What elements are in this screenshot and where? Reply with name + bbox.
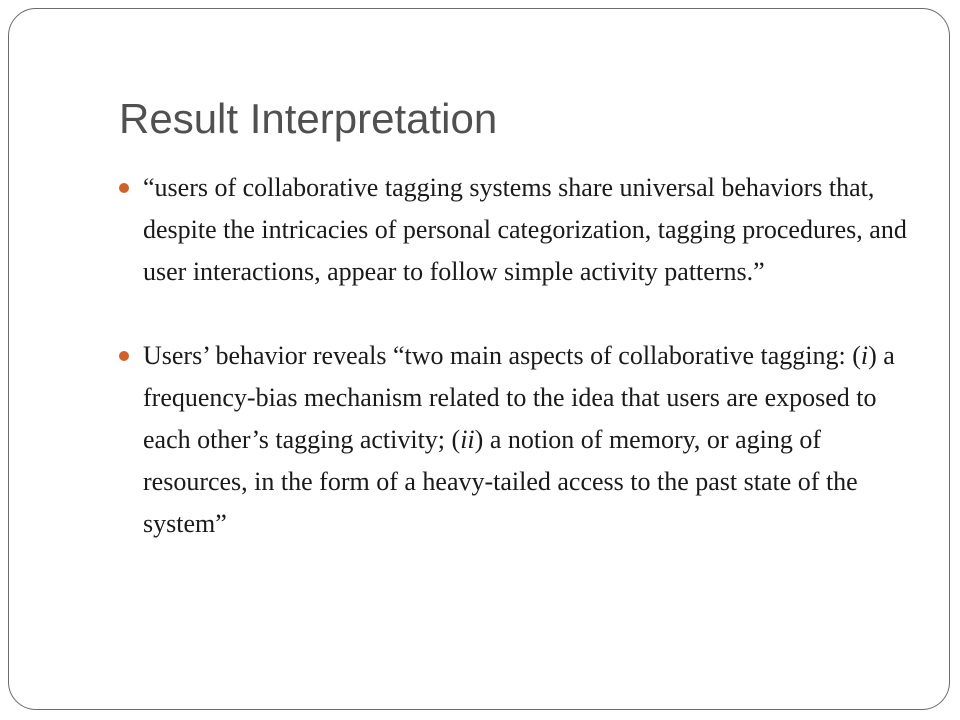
bullet-dot-icon <box>119 183 129 193</box>
bullet-item-2 <box>119 335 919 545</box>
bullet-item-1 <box>119 167 919 293</box>
bullet-text-2-italic-ii: ii <box>460 425 475 454</box>
bullet-text-2-italic-i: i <box>860 341 869 370</box>
slide-title: Result Interpretation <box>119 95 498 142</box>
bullet-dot-icon <box>119 351 129 361</box>
bullet-list <box>119 167 919 545</box>
slide-frame <box>8 8 950 710</box>
bullet-text-2-part1: Users’ behavior reveals “two main aspects of collaborative tagging: ( <box>143 341 861 370</box>
bullet-text-1: “users of collaborative tagging systems share universal behaviors that, despite the intricacies of personal categorization, tagging procedures, and user interactions, appear to follow simple activity patterns.” <box>143 173 907 286</box>
bullet-text-2-part3: ) a notion of memory, or aging of resources, in the form of a heavy-tailed access to the past state of the system” <box>143 425 858 538</box>
bullet-text-2-part2: ) a frequency-bias mechanism related to the idea that users are exposed to each other’s tagging activity; ( <box>143 341 895 454</box>
